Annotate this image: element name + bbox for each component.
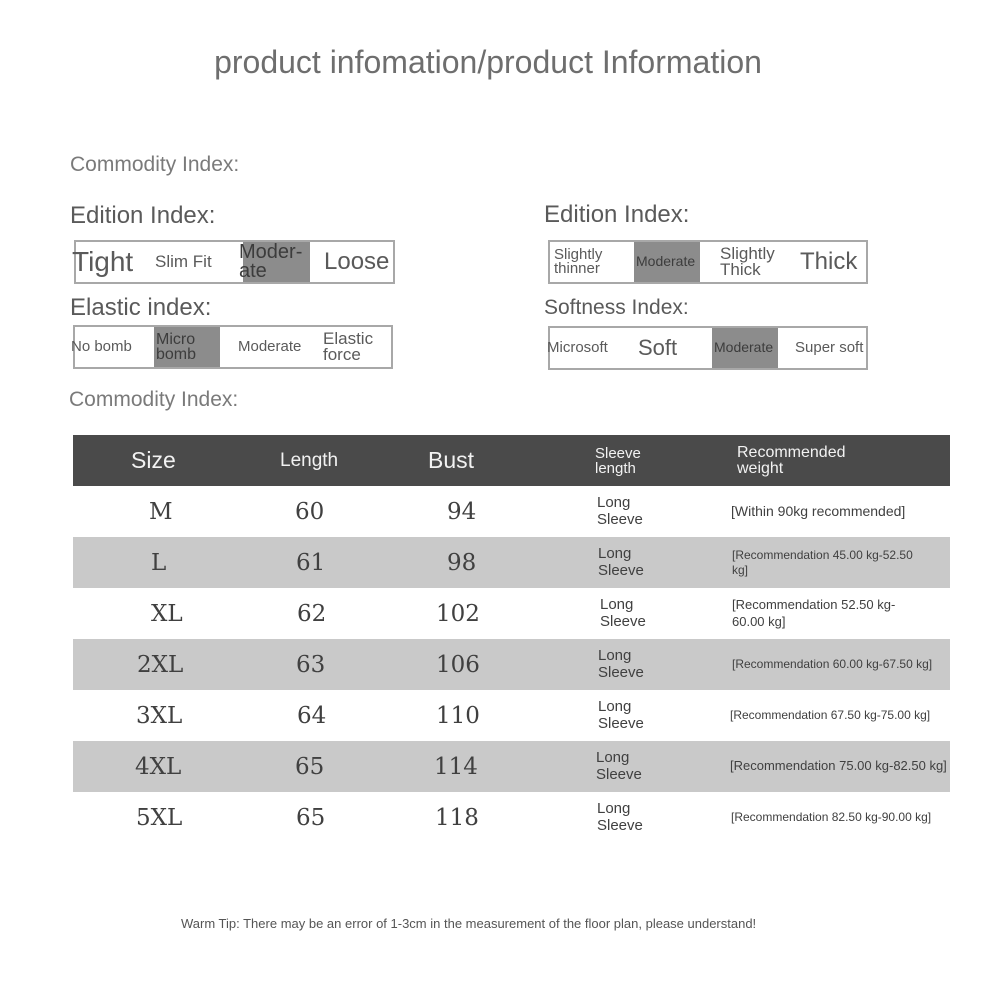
cell-sleeve: Long Sleeve bbox=[545, 639, 705, 690]
commodity-index-label-2: Commodity Index: bbox=[69, 388, 239, 411]
cell-sleeve: Long Sleeve bbox=[545, 741, 705, 792]
cell-size: XL bbox=[151, 600, 183, 627]
edition-option-loose: Loose bbox=[324, 247, 390, 275]
elastic-option-micro-bomb-selected: Micro bomb bbox=[154, 327, 220, 367]
cell-weight: [Recommendation 75.00 kg-82.50 kg] bbox=[705, 741, 950, 792]
table-header-row bbox=[73, 435, 950, 486]
cell-size: M bbox=[149, 498, 173, 525]
elastic-index-scale bbox=[73, 325, 393, 369]
cell-size: 5XL bbox=[136, 804, 183, 831]
cell-weight: [Recommendation 52.50 kg-60.00 kg] bbox=[732, 597, 896, 629]
cell-length: 65 bbox=[250, 741, 393, 792]
table-row bbox=[73, 537, 950, 588]
cell-weight: [Recommendation 45.00 kg-52.50 kg] bbox=[705, 537, 950, 588]
cell-size: L bbox=[73, 537, 250, 588]
commodity-index-label: Commodity Index: bbox=[70, 153, 240, 176]
cell-length: 60 bbox=[295, 498, 325, 525]
cell-weight: [Recommendation 67.50 kg-75.00 kg] bbox=[730, 708, 931, 722]
cell-length: 61 bbox=[250, 537, 393, 588]
cell-bust: 110 bbox=[436, 702, 480, 729]
edition-index-scale bbox=[74, 240, 395, 284]
elastic-option-no-bomb: No bomb bbox=[71, 337, 132, 355]
table-row bbox=[73, 639, 950, 690]
softness-option-super-soft: Super soft bbox=[795, 338, 864, 356]
thickness-option-slightly-thick: Slightly Thick bbox=[720, 243, 775, 279]
cell-bust: 106 bbox=[393, 639, 545, 690]
cell-bust: 94 bbox=[447, 498, 477, 525]
elastic-option-elastic-force: Elastic force bbox=[323, 328, 374, 364]
softness-index-scale bbox=[548, 326, 868, 370]
size-table bbox=[73, 435, 950, 843]
cell-sleeve: Long Sleeve bbox=[597, 494, 643, 528]
cell-sleeve: Long Sleeve bbox=[600, 596, 646, 630]
elastic-option-moderate: Moderate bbox=[238, 337, 302, 355]
table-row bbox=[73, 792, 950, 843]
cell-bust: 118 bbox=[435, 804, 479, 831]
edition-option-tight: Tight bbox=[72, 245, 134, 277]
cell-length: 64 bbox=[297, 702, 327, 729]
table-row bbox=[73, 690, 950, 741]
cell-sleeve: Long Sleeve bbox=[545, 537, 705, 588]
cell-length: 62 bbox=[297, 600, 327, 627]
softness-option-moderate-selected: Moderate bbox=[712, 328, 778, 368]
elastic-index-label: Elastic index: bbox=[70, 294, 212, 321]
softness-option-microsoft: Microsoft bbox=[547, 338, 608, 356]
header-recommended-weight: Recommended weight bbox=[705, 435, 950, 486]
cell-size: 2XL bbox=[73, 639, 250, 690]
thickness-option-thick: Thick bbox=[800, 247, 858, 275]
cell-size: 3XL bbox=[136, 702, 183, 729]
cell-size: 4XL bbox=[73, 741, 250, 792]
cell-bust: 114 bbox=[393, 741, 545, 792]
edition-index-label: Edition Index: bbox=[70, 202, 216, 229]
warm-tip: Warm Tip: There may be an error of 1-3cm in the measurement of the floor plan, please understand! bbox=[181, 916, 757, 931]
softness-option-soft: Soft bbox=[638, 334, 678, 360]
edition-option-slim-fit: Slim Fit bbox=[155, 251, 212, 271]
header-size: Size bbox=[73, 435, 250, 486]
cell-weight: [Recommendation 82.50 kg-90.00 kg] bbox=[731, 810, 932, 824]
thickness-option-slightly-thinner: Slightly thinner bbox=[554, 245, 603, 277]
cell-sleeve: Long Sleeve bbox=[597, 800, 643, 834]
table-row bbox=[73, 741, 950, 792]
softness-index-label: Softness Index: bbox=[544, 296, 689, 319]
thickness-option-moderate-selected: Moderate bbox=[634, 242, 700, 282]
cell-weight: [Recommendation 60.00 kg-67.50 kg] bbox=[705, 639, 950, 690]
edition-index-label-right: Edition Index: bbox=[544, 201, 690, 228]
header-sleeve-length: Sleeve length bbox=[545, 435, 705, 486]
cell-bust: 102 bbox=[436, 600, 480, 627]
header-length: Length bbox=[250, 435, 393, 486]
cell-sleeve: Long Sleeve bbox=[598, 698, 644, 732]
table-row bbox=[73, 588, 950, 639]
page-title: product infomation/product Information bbox=[214, 44, 762, 80]
cell-length: 63 bbox=[250, 639, 393, 690]
cell-weight: [Within 90kg recommended] bbox=[731, 502, 906, 519]
thickness-index-scale bbox=[548, 240, 868, 284]
table-row bbox=[73, 486, 950, 537]
header-bust: Bust bbox=[393, 435, 545, 486]
edition-option-moderate-selected: Moder- ate bbox=[243, 242, 310, 282]
cell-length: 65 bbox=[296, 804, 326, 831]
cell-bust: 98 bbox=[393, 537, 545, 588]
